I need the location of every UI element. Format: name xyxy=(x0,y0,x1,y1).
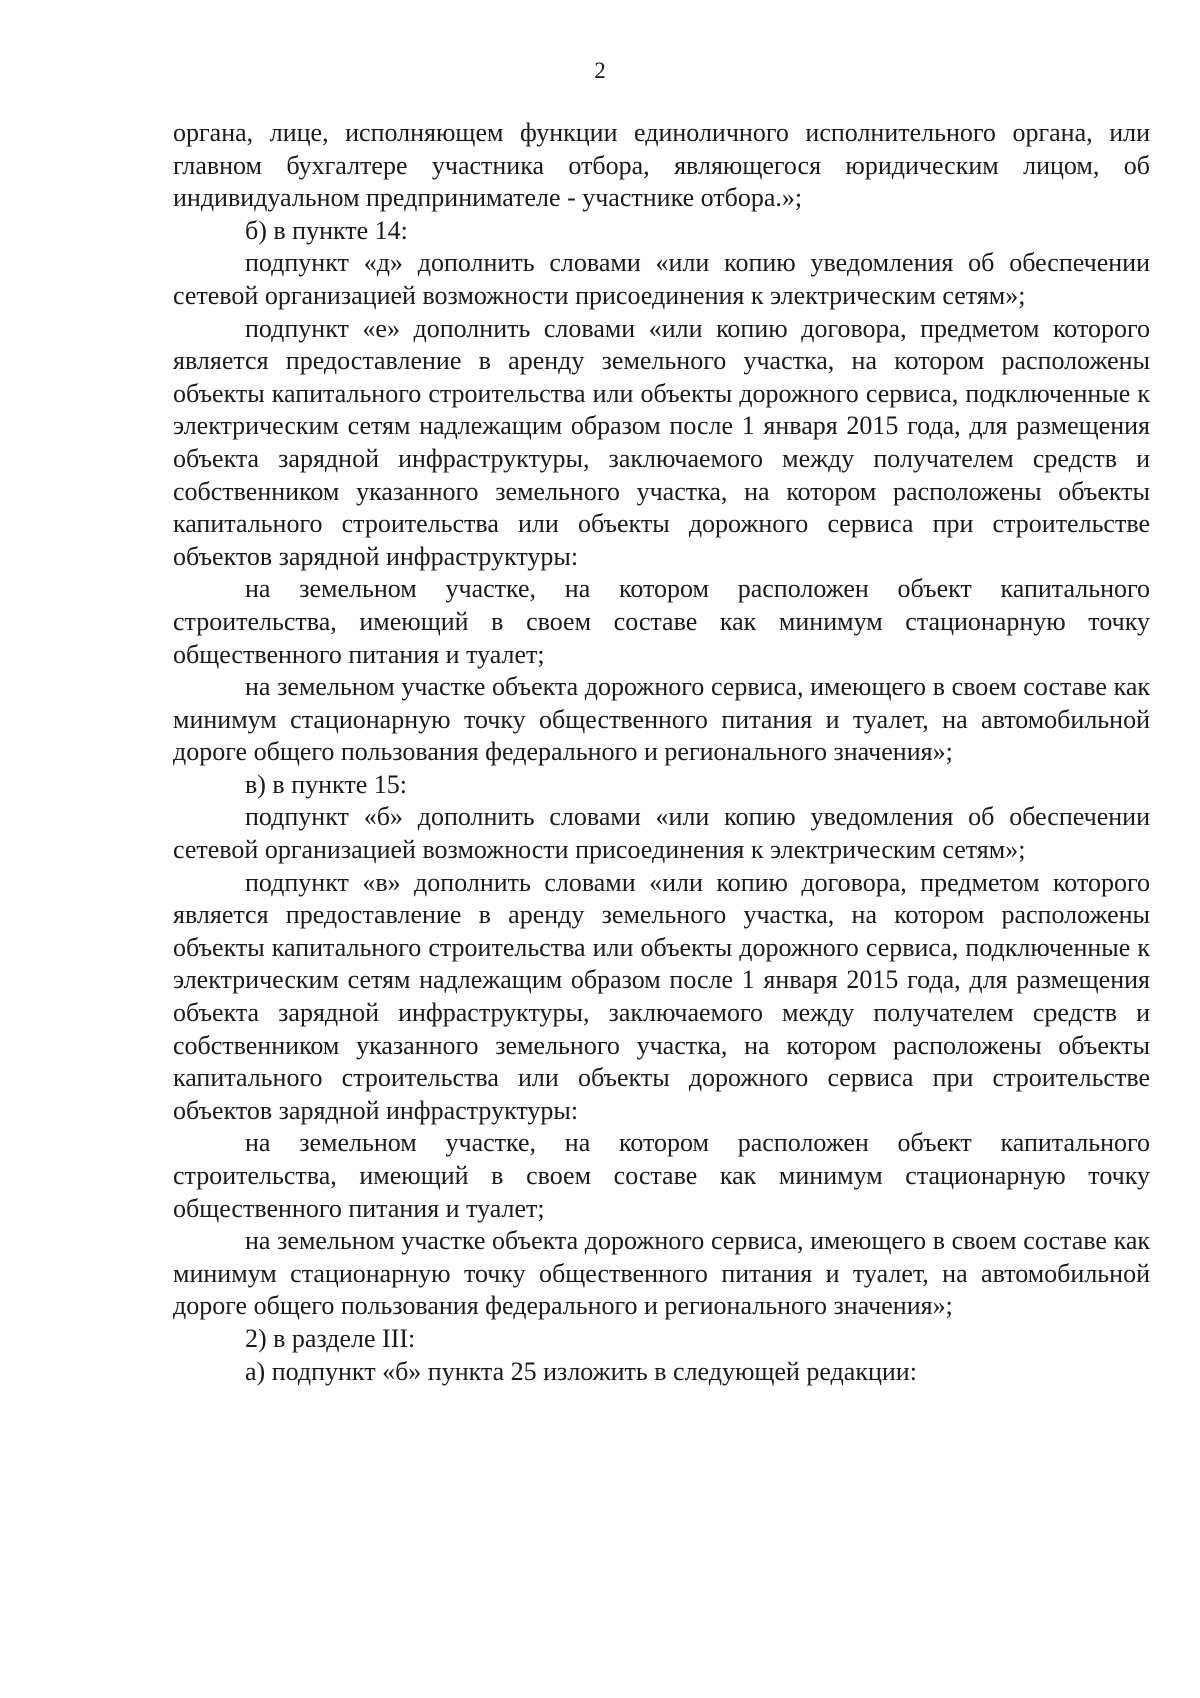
paragraph-section-2: 2) в разделе III: xyxy=(245,1323,416,1353)
paragraph-subitem-b: б) в пункте 14: xyxy=(245,215,408,245)
paragraph-continuation: органа, лице, исполняющем функции единоличного исполнительного органа, или главном бухгалтере участника отбора, являющегося юридическим лицом, об индивидуальном предпринимателе - участнике отбора.»; xyxy=(173,118,1150,213)
paragraph: подпункт «б» дополнить словами «или копию уведомления об обеспечении сетевой организацией возможности присоединения к электрическим сетям»; xyxy=(173,802,1150,865)
paragraph: подпункт «в» дополнить словами «или копию договора, предметом которого является предоставление в аренду земельного участка, на котором расположены объекты капитального строительства или объекты дорожного сервиса, подключенные к электрическим сетям надлежащим образом после 1 января 2015 года, для размещения объекта зарядной инфраструктуры, заключаемого между получателем средств и собственником указанного земельного участка, на котором расположены объекты капитального строительства или объекты дорожного сервиса при строительстве объектов зарядной инфраструктуры: xyxy=(173,867,1150,1125)
document-body xyxy=(173,117,1150,1388)
paragraph: подпункт «е» дополнить словами «или копию договора, предметом которого является предоставление в аренду земельного участка, на котором расположены объекты капитального строительства или объекты дорожного сервиса, подключенные к электрическим сетям надлежащим образом после 1 января 2015 года, для размещения объекта зарядной инфраструктуры, заключаемого между получателем средств и собственником указанного земельного участка, на котором расположены объекты капитального строительства или объекты дорожного сервиса при строительстве объектов зарядной инфраструктуры: xyxy=(173,313,1150,571)
paragraph: а) подпункт «б» пункта 25 изложить в следующей редакции: xyxy=(245,1356,917,1386)
paragraph: подпункт «д» дополнить словами «или копию уведомления об обеспечении сетевой организацией возможности присоединения к электрическим сетям»; xyxy=(173,248,1150,310)
paragraph-subitem-v: в) в пункте 15: xyxy=(245,769,407,799)
paragraph: на земельном участке объекта дорожного сервиса, имеющего в своем составе как минимум стационарную точку общественного питания и туалет, на автомобильной дороге общего пользования федерального и регионального значения»; xyxy=(173,672,1150,767)
paragraph: на земельном участке объекта дорожного сервиса, имеющего в своем составе как минимум стационарную точку общественного питания и туалет, на автомобильной дороге общего пользования федерального и регионального значения»; xyxy=(173,1226,1150,1321)
page-number: 2 xyxy=(594,58,606,83)
paragraph: на земельном участке, на котором расположен объект капитального строительства, имеющий в своем составе как минимум стационарную точку общественного питания и туалет; xyxy=(173,574,1150,669)
paragraph: на земельном участке, на котором расположен объект капитального строительства, имеющий в своем составе как минимум стационарную точку общественного питания и туалет; xyxy=(173,1128,1150,1223)
